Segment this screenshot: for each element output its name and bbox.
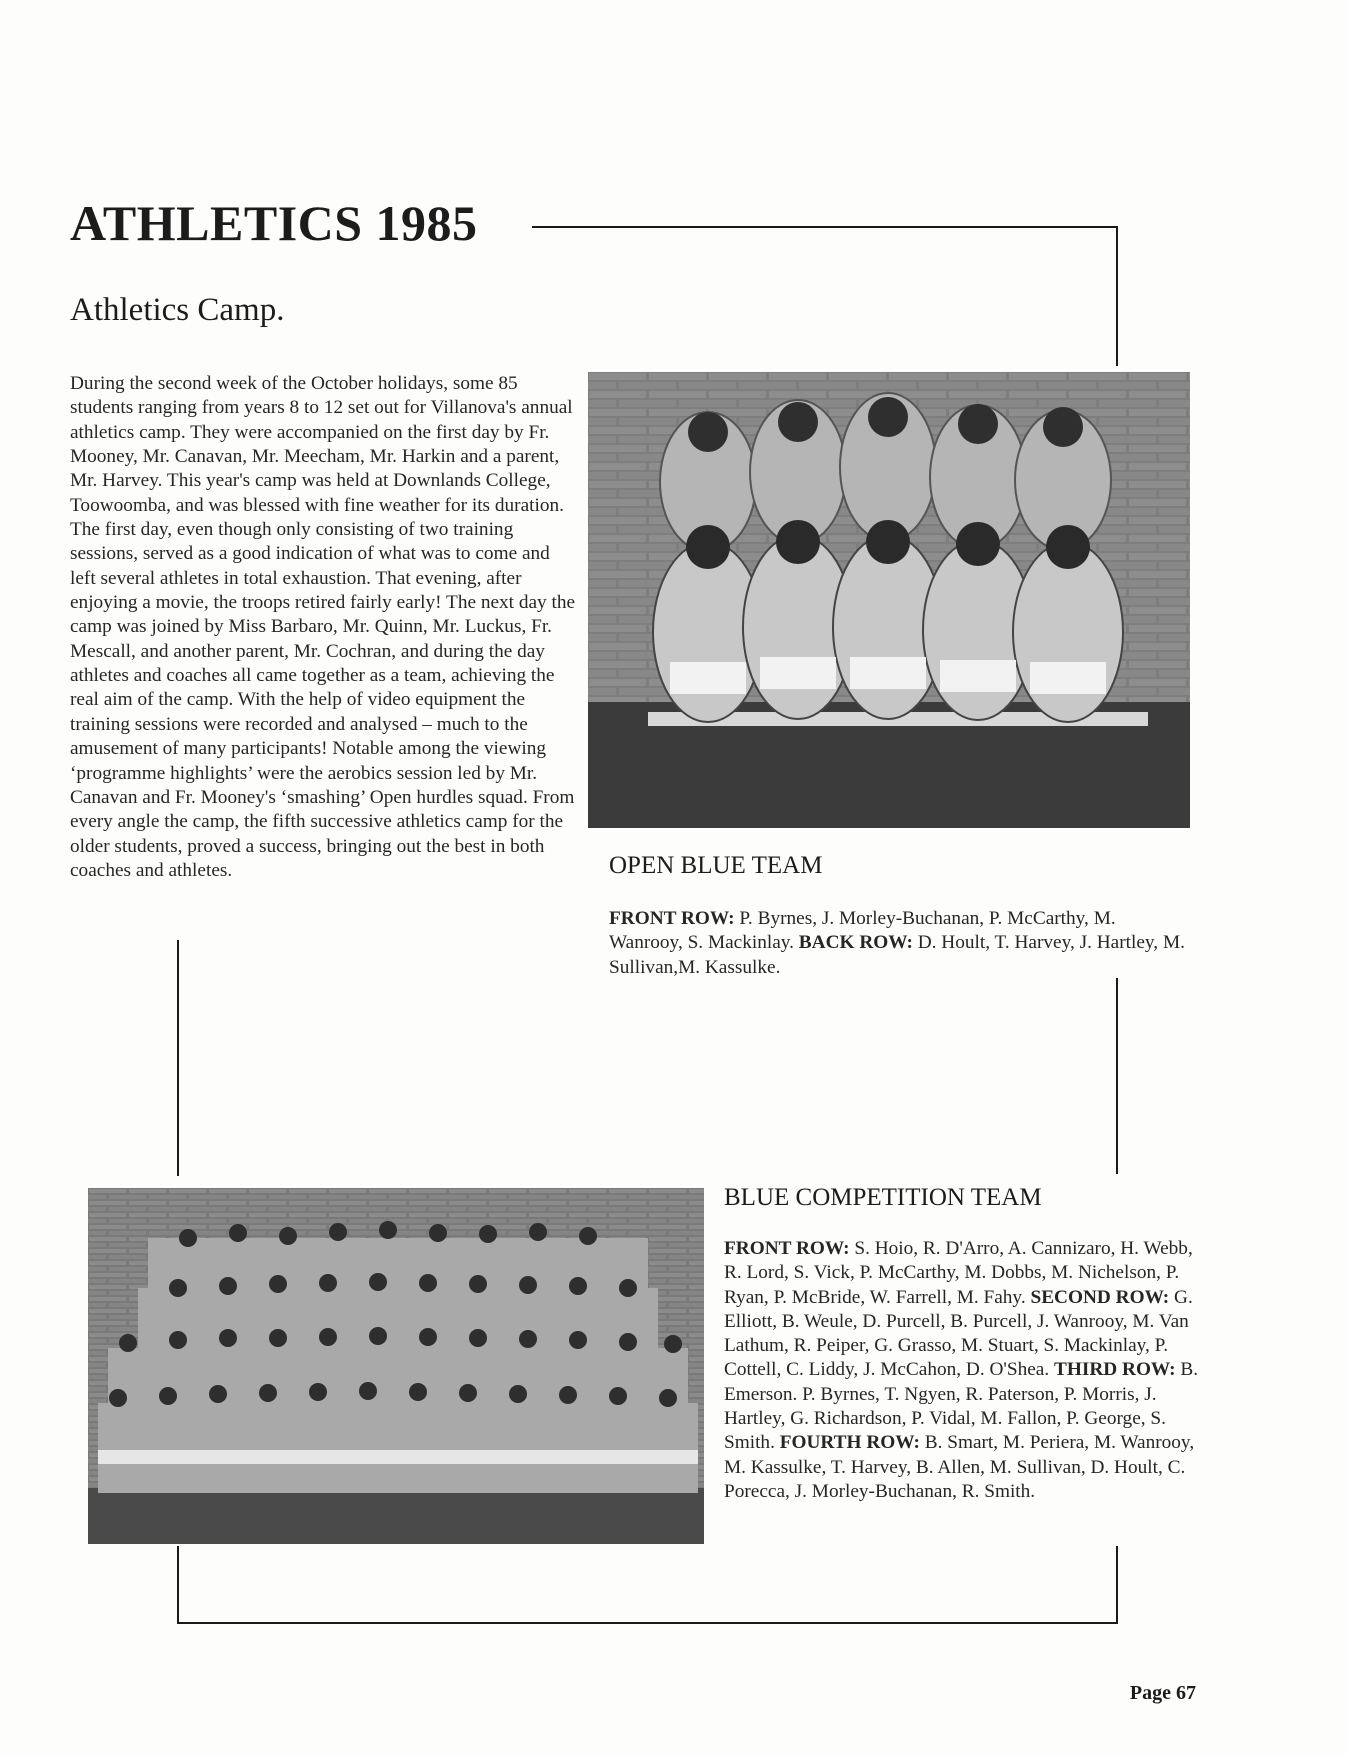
open-blue-team-photo [588,372,1190,828]
open-blue-team-title: OPEN BLUE TEAM [609,852,823,879]
blue-competition-team-caption [724,1237,1210,1504]
frame-line-right-bottom [1116,1546,1118,1624]
section-subtitle: Athletics Camp. [70,292,285,328]
third-row-names: B. Emerson. P. Byrnes, T. Ngyen, R. Paterson, P. Morris, J. Hartley, G. Richardson, P. Vidal, M. Fallon, P. George, S. Smith. [724,1359,1199,1454]
front-row-names: S. Hoio, R. D'Arro, A. Cannizaro, H. Webb, R. Lord, S. Vick, P. McCarthy, M. Dobbs, M. Nichelson, P. Ryan, P. McBride, W. Farrell, M. Fahy. [724,1238,1193,1308]
article-body: During the second week of the October holidays, some 85 students ranging from years 8 to 12 set out for Villanova's annual athletics camp. They were accompanied on the first day by Fr. Mooney, Mr. Canavan, Mr. Meecham, Mr. Harkin and a parent, Mr. Harvey. This year's camp was held at Downlands College, Toowoomba, and was blessed with fine weather for its duration. The first day, even though only consisting of two training sessions, served as a good indication of what was to come and left several athletes in total exhaustion. That evening, after enjoying a movie, the troops retired fairly early! The next day the camp was joined by Miss Barbaro, Mr. Quinn, Mr. Luckus, Fr. Mescall, and another parent, Mr. Cochran, and during the day athletes and coaches all came together as a team, achieving the real aim of the camp. With the help of video equipment the training sessions were recorded and analysed – much to the amusement of many participants! Notable among the viewing ‘programme highlights’ were the aerobics session led by Mr. Canavan and Fr. Mooney's ‘smashing’ Open hurdles squad. From every angle the camp, the fifth successive athletics camp for the older students, proved a success, bringing out the best in both coaches and athletes. [70,373,576,881]
third-row-label: THIRD ROW: [1053,1359,1176,1381]
blue-competition-team-photo [88,1188,704,1544]
frame-line-right-upper [1116,226,1118,366]
front-row-label: FRONT ROW: [609,908,735,929]
back-row-label: BACK ROW: [798,932,913,954]
frame-line-left-bottom [177,1546,179,1624]
second-row-label: SECOND ROW: [1030,1286,1170,1308]
frame-line-right-mid [1116,978,1118,1174]
frame-line-bottom [177,1622,1118,1624]
front-row-names: P. Byrnes, J. Morley-Buchanan, P. McCarthy, M. Wanrooy, S. Mackinlay. [609,908,1116,954]
second-row-names: G. Elliott, B. Weule, D. Purcell, B. Purcell, J. Wanrooy, M. Van Lathum, R. Peiper, G. Grasso, M. Stuart, S. Mackinlay, P. Cottell, C. Liddy, J. McCahon, D. O'Shea. [724,1286,1193,1381]
blue-competition-team-title: BLUE COMPETITION TEAM [724,1184,1042,1211]
fourth-row-names: B. Smart, M. Periera, M. Wanrooy, M. Kassulke, T. Harvey, B. Allen, M. Sullivan, D. Hoult, C. Porecca, J. Morley-Buchanan, R. Smith. [724,1432,1195,1502]
front-row-label: FRONT ROW: [724,1238,850,1259]
fourth-row-label: FOURTH ROW: [779,1432,920,1454]
page-title: ATHLETICS 1985 [70,195,478,251]
open-blue-team-caption [609,907,1189,980]
frame-line-top [532,226,1118,228]
page-number: Page 67 [1129,1682,1196,1704]
back-row-names: D. Hoult, T. Harvey, J. Hartley, M. Sullivan,M. Kassulke. [609,932,1185,978]
frame-line-left-mid [177,940,179,1176]
